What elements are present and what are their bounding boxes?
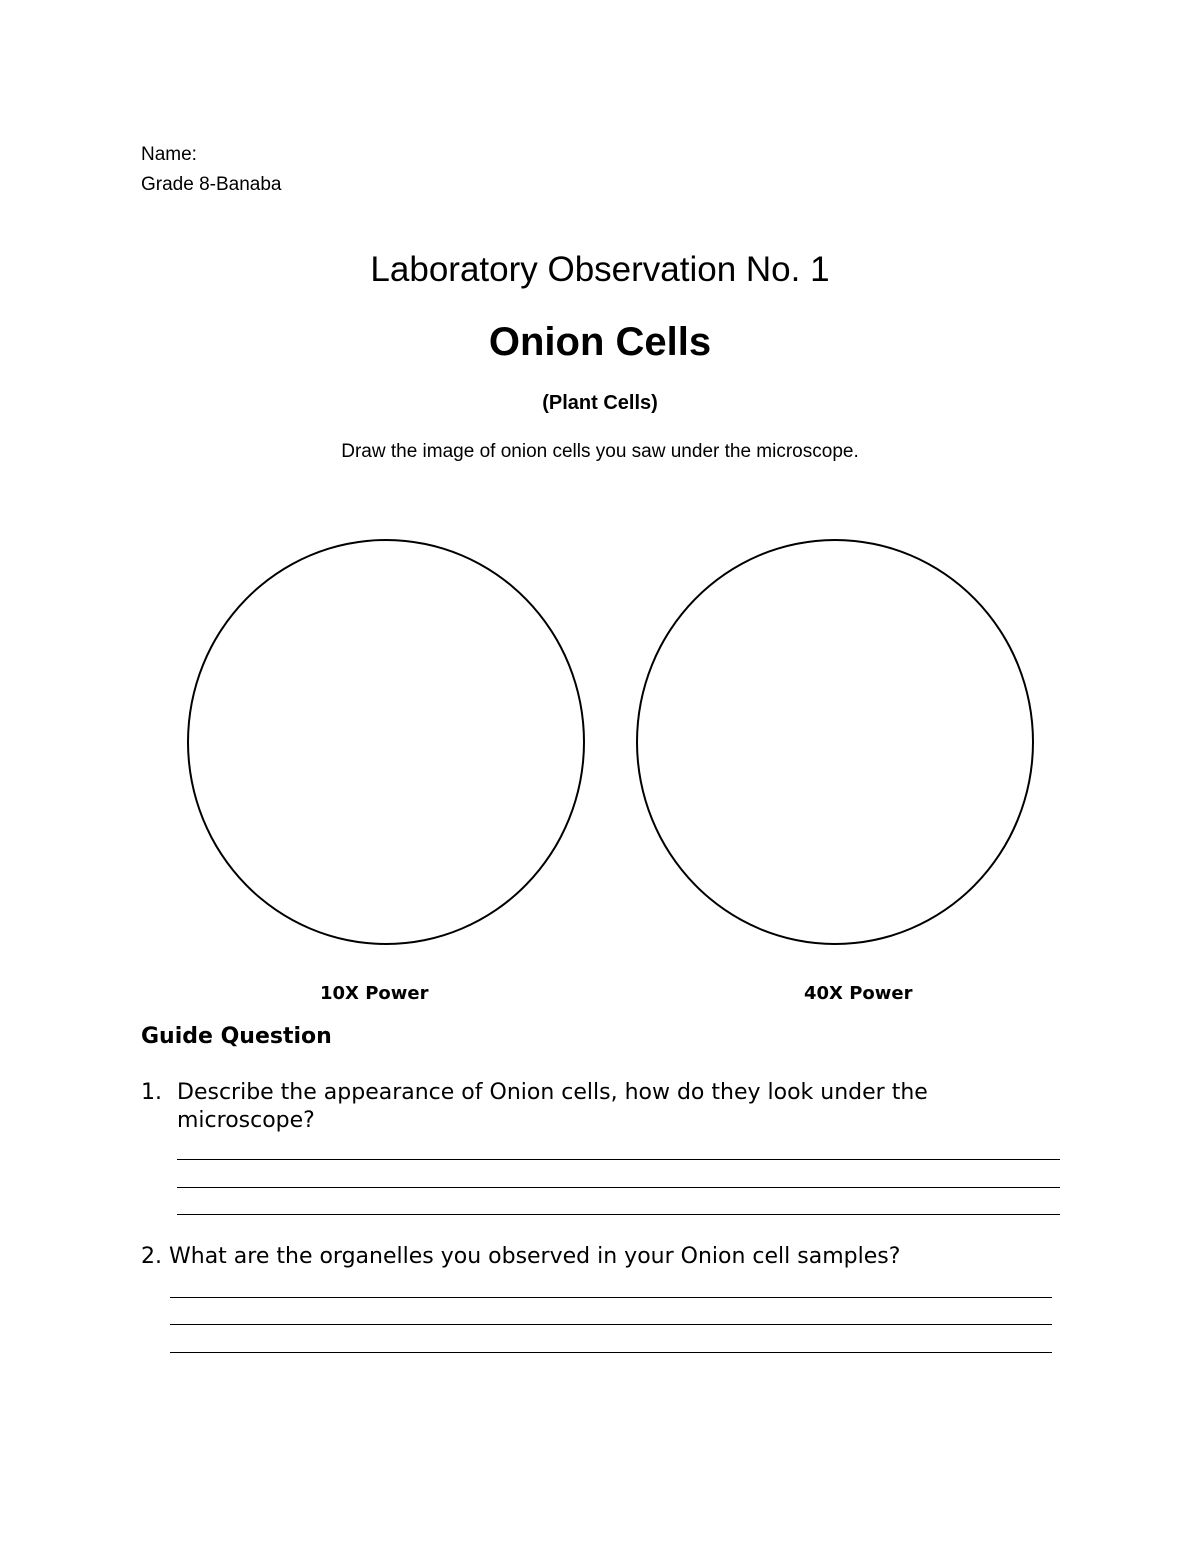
page-title: Onion Cells [488,320,712,364]
question-2-number: 2. [141,1244,162,1269]
instructions: Draw the image of onion cells you saw under the microscope. [341,441,859,462]
caption-10x: 10X Power [320,983,429,1004]
answer-line-1c[interactable] [177,1214,1060,1215]
question-1-number: 1. [141,1080,162,1105]
question-1-text: Describe the appearance of Onion cells, how do they look under the microscope? [177,1080,928,1133]
caption-40x: 40X Power [804,983,913,1004]
answer-line-2a[interactable] [170,1297,1052,1298]
question-2-text: What are the organelles you observed in your Onion cell samples? [169,1244,901,1269]
guide-heading: Guide Question [141,1024,332,1049]
answer-line-1b[interactable] [177,1187,1060,1188]
name-label: Name: [141,144,197,165]
answer-line-1a[interactable] [177,1159,1060,1160]
question-2 [141,1243,900,1271]
grade-section: Grade 8-Banaba [141,174,282,195]
answer-line-2b[interactable] [170,1324,1052,1325]
page-subtitle: (Plant Cells) [542,392,658,414]
answer-line-2c[interactable] [170,1352,1052,1353]
lab-title: Laboratory Observation No. 1 [370,250,830,289]
drawing-circle-10x[interactable] [187,539,585,945]
drawing-circle-40x[interactable] [636,539,1034,945]
